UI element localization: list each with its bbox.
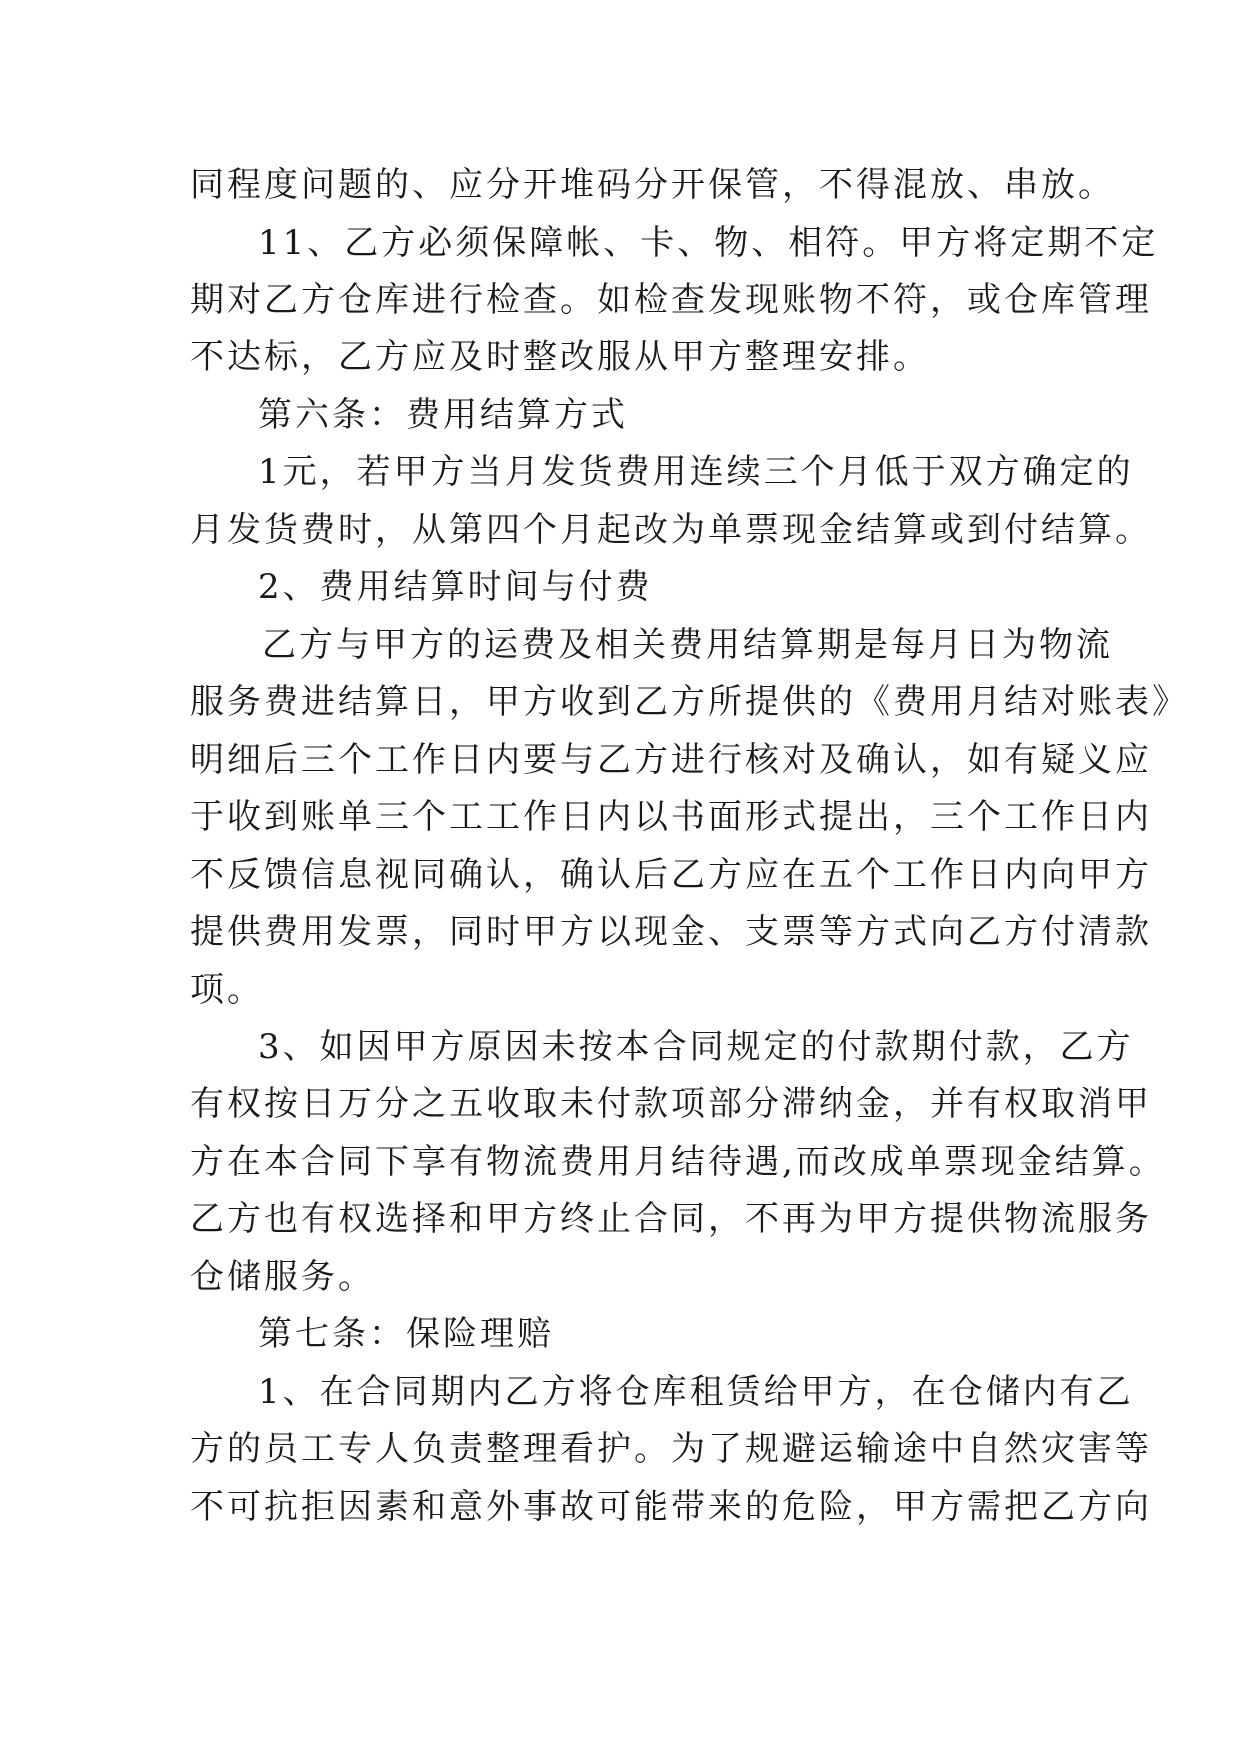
text-line: 方在本合同下享有物流费用月结待遇,而改成单票现金结算。 — [190, 1142, 1166, 1182]
text-line: 明细后三个工作日内要与乙方进行核对及确认，如有疑义应 — [190, 740, 1152, 780]
text-line: 乙方与甲方的运费及相关费用结算期是每月日为物流 — [262, 625, 1113, 665]
text-line: 乙方也有权选择和甲方终止合同，不再为甲方提供物流服务 — [190, 1199, 1152, 1239]
text-line: 不可抗拒因素和意外事故可能带来的危险，甲方需把乙方向 — [190, 1487, 1152, 1527]
section-heading: 第七条：保险理赔 — [258, 1314, 554, 1354]
text-line: 月发货费时，从第四个月起改为单票现金结算或到付结算。 — [190, 510, 1152, 550]
text-line: 11、乙方必须保障帐、卡、物、相符。甲方将定期不定 — [258, 223, 1159, 263]
text-line: 项。 — [190, 970, 264, 1010]
text-line: 有权按日万分之五收取未付款项部分滞纳金，并有权取消甲 — [190, 1084, 1152, 1124]
text-line: 仓储服务。 — [190, 1257, 375, 1297]
text-line: 于收到账单三个工工作日内以书面形式提出，三个工作日内 — [190, 797, 1152, 837]
text-line: 3、如因甲方原因未按本合同规定的付款期付款，乙方 — [258, 1027, 1134, 1067]
section-heading: 第六条：费用结算方式 — [258, 395, 628, 435]
text-line: 2、费用结算时间与付费 — [258, 567, 653, 607]
text-line: 不达标，乙方应及时整改服从甲方整理安排。 — [190, 337, 930, 377]
text-line: 不反馈信息视同确认，确认后乙方应在五个工作日内向甲方 — [190, 855, 1152, 895]
text-line: 服务费进结算日，甲方收到乙方所提供的《费用月结对账表》 — [190, 682, 1189, 722]
text-line: 期对乙方仓库进行检查。如检查发现账物不符，或仓库管理 — [190, 280, 1152, 320]
text-line: 同程度问题的、应分开堆码分开保管，不得混放、串放。 — [190, 165, 1115, 205]
text-line: 1、在合同期内乙方将仓库租赁给甲方，在仓储内有乙 — [258, 1372, 1134, 1412]
text-line: 1元，若甲方当月发货费用连续三个月低于双方确定的 — [258, 452, 1134, 492]
text-line: 提供费用发票，同时甲方以现金、支票等方式向乙方付清款 — [190, 912, 1152, 952]
text-line: 方的员工专人负责整理看护。为了规避运输途中自然灾害等 — [190, 1429, 1152, 1469]
